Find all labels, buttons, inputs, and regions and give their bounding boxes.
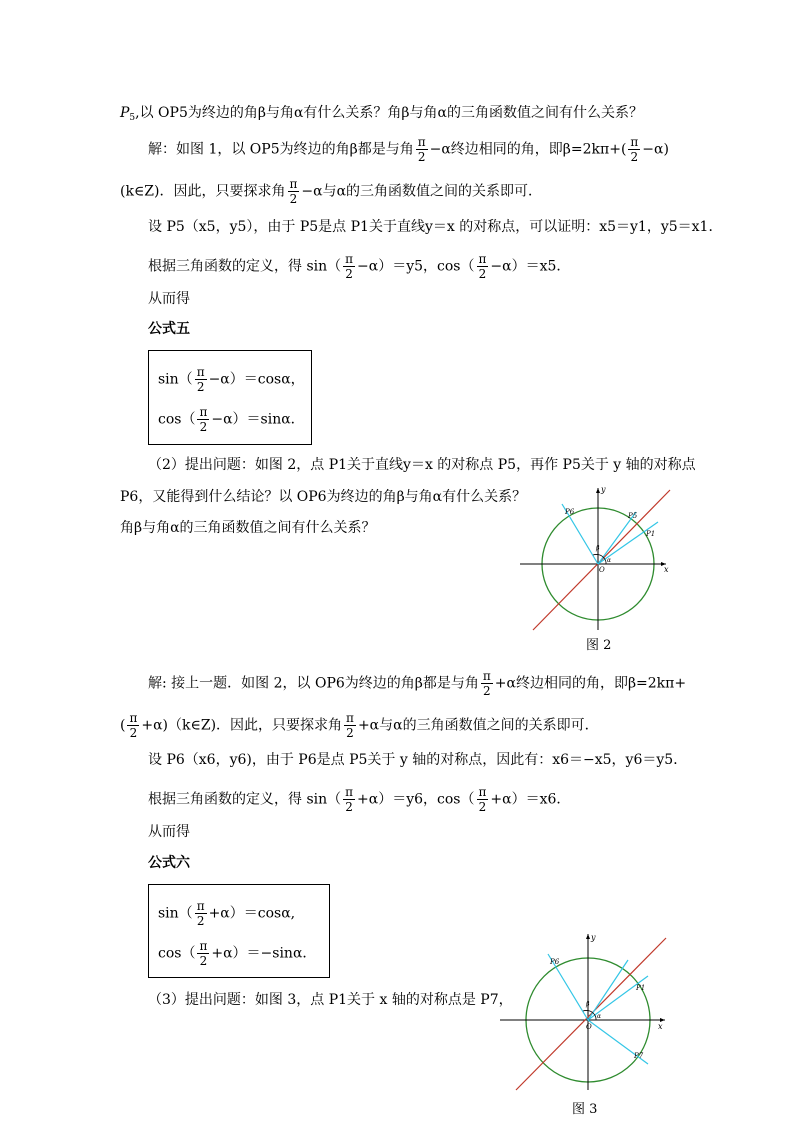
ray-op5	[588, 960, 628, 1020]
line-y-equals-x	[516, 938, 666, 1090]
solution1-line3: 设 P5（x5，y5），由于 P5是点 P1关于直线y＝x 的对称点，可以证明：x5＝y1，y5＝x1．	[148, 219, 723, 235]
question2-line2: P6，又能得到什么结论？以 OP6为终边的角β与角α有什么关系？	[120, 489, 527, 505]
label-p6: P6	[550, 958, 560, 966]
label-p1: P1	[646, 530, 656, 538]
solution1-line2: (k∈Z)．因此，只要探求角 $\frac{\pi}{2}$ −α与α的三角函数值之间的关系即可．	[120, 177, 543, 206]
label-p5: P5	[628, 512, 638, 520]
therefore-1: 从而得	[148, 291, 190, 307]
formula5-title: 公式五	[148, 321, 190, 337]
label-x: x	[664, 565, 669, 574]
formula6-title: 公式六	[148, 855, 190, 871]
label-y: y	[591, 933, 596, 942]
formula5-line2: cos（ $\frac{\pi}{2}$ −α）＝sinα．	[158, 405, 305, 434]
solution2-line1: 解: 接上一题．如图 2，以 OP6为终边的角β都是与角 $\frac{\pi}{2}$ +α终边相同的角，即β=2kπ+	[148, 669, 687, 698]
question2-line1: （2）提出问题：如图 2，点 P1关于直线y＝x 的对称点 P5，再作 P5关于 y 轴的对称点	[148, 457, 696, 473]
question1-tail: $P_5$,以 OP5为终边的角β与角α有什么关系？角β与角α的三角函数值之间有什么关系？	[120, 105, 643, 123]
y-axis-arrow	[586, 934, 590, 939]
label-o: O	[599, 566, 605, 574]
solution2-line3: 设 P6（x6，y6)，由于 P6是点 P5关于 y 轴的对称点，因此有：x6＝−x5，y6＝y5．	[148, 752, 688, 768]
label-x: x	[658, 1022, 663, 1031]
label-p1: P1	[636, 984, 646, 992]
figure3-diagram	[500, 930, 670, 1095]
formula6-line1: sin（ $\frac{\pi}{2}$ +α）＝cosα,	[158, 899, 296, 928]
solution2-line2: ( $\frac{\pi}{2}$ +α)（k∈Z)．因此，只要探求角 $\frac{\pi}{2}$ +α与α的三角函数值之间的关系即可．	[120, 711, 599, 740]
figure2-diagram	[518, 484, 678, 634]
solution1-line1: 解：如图 1，以 OP5为终边的角β都是与角 $\frac{\pi}{2}$ −α终边相同的角，即β=2kπ+( $\frac{\pi}{2}$ −α)	[148, 135, 669, 164]
label-alpha: α	[597, 1013, 602, 1020]
question3-line1: （3）提出问题：如图 3，点 P1关于 x 轴的对称点是 P7，	[148, 992, 513, 1008]
label-p6: P6	[565, 508, 575, 516]
label-y: y	[601, 485, 606, 494]
figure2-caption: 图 2	[586, 638, 612, 653]
therefore-2: 从而得	[148, 824, 190, 840]
label-p7: P7	[634, 1052, 644, 1060]
question2-line3: 角β与角α的三角函数值之间有什么关系？	[120, 520, 376, 536]
label-beta: β	[586, 1001, 590, 1008]
formula6-line2: cos（ $\frac{\pi}{2}$ +α）＝−sinα．	[158, 939, 317, 968]
label-alpha: α	[607, 557, 612, 564]
solution2-line4: 根据三角函数的定义，得 sin（ $\frac{\pi}{2}$ +α）＝y6，cos（ $\frac{\pi}{2}$ +α）＝x6．	[148, 785, 571, 814]
formula5-line1: sin（ $\frac{\pi}{2}$ −α）＝cosα，	[158, 365, 305, 394]
label-beta: β	[596, 545, 600, 552]
figure3-caption: 图 3	[572, 1102, 598, 1117]
solution1-line4: 根据三角函数的定义，得 sin（ $\frac{\pi}{2}$ −α）＝y5，cos（ $\frac{\pi}{2}$ −α）＝x5．	[148, 252, 571, 281]
y-axis-arrow	[596, 488, 600, 493]
label-o: O	[586, 1023, 592, 1031]
